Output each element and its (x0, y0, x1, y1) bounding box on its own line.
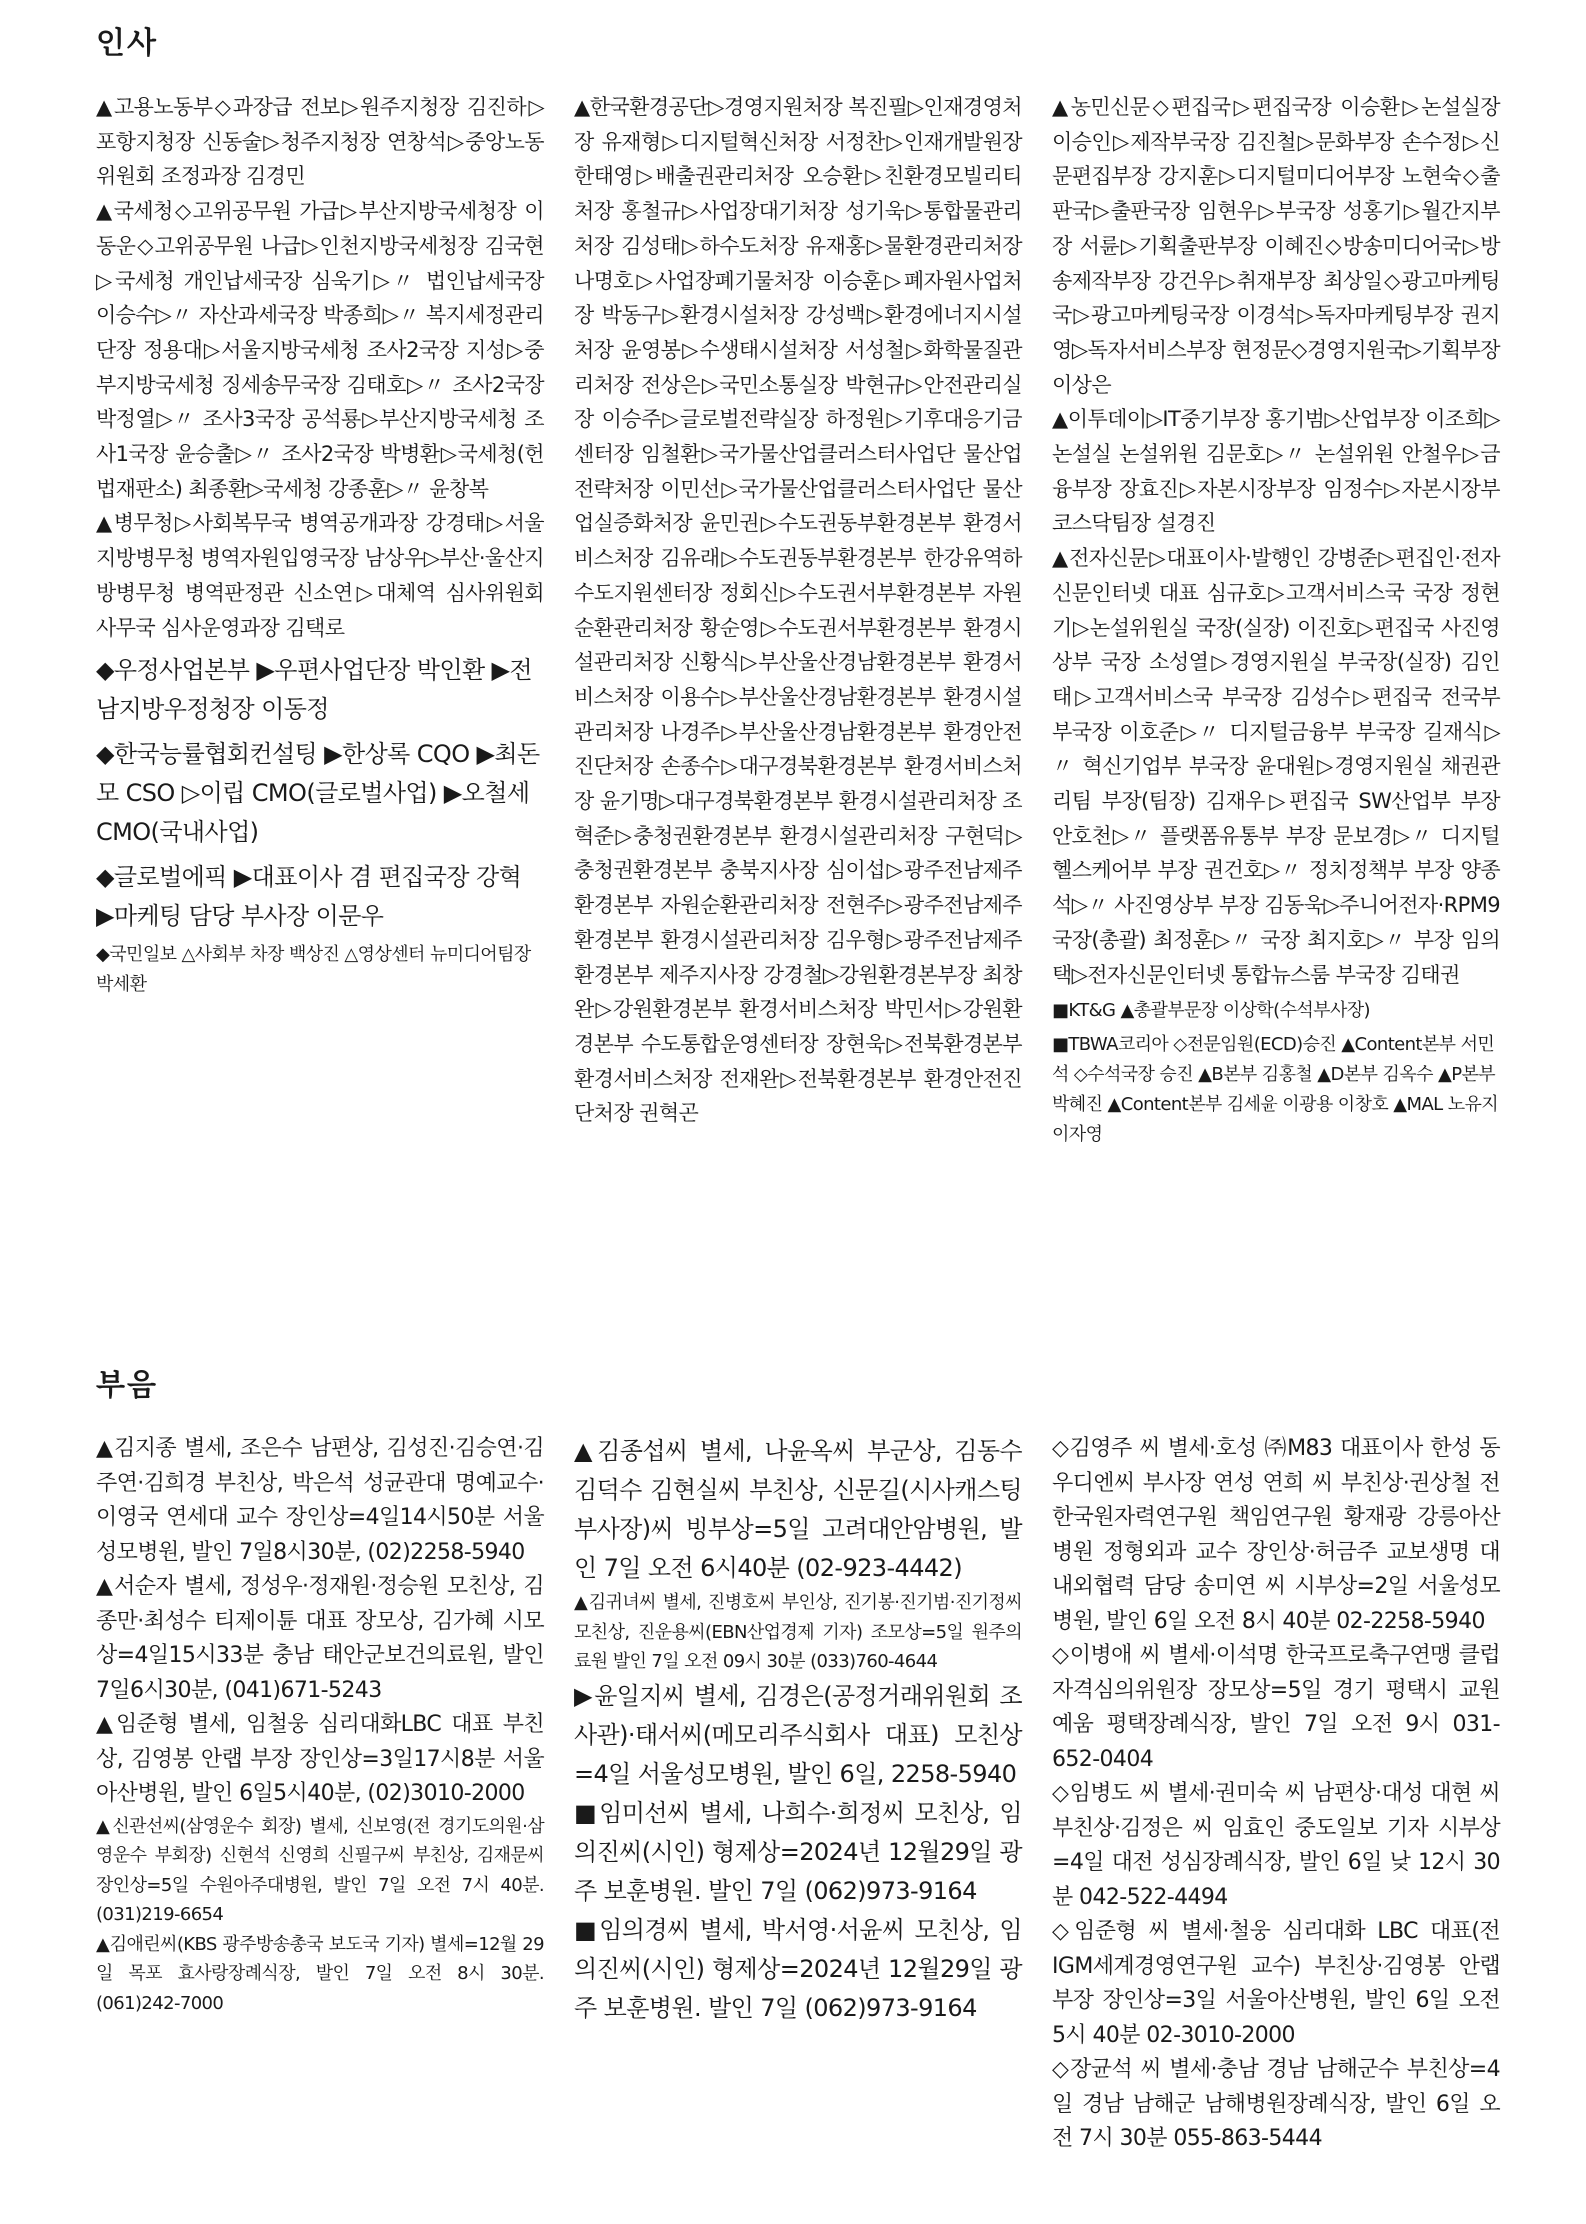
announcement-paragraph: ▲김애린씨(KBS 광주방송총국 보도국 기자) 별세=12월 29일 목포 효사랑장례식장, 발인 7일 오전 8시 30분. (061)242-7000 (96, 1933, 544, 2014)
announcement-paragraph: ▲고용노동부◇과장급 전보▷원주지청장 김진하▷포항지청장 신동술▷청주지청장 연창석▷중앙노동위원회 조정과장 김경민 (96, 95, 544, 189)
announcement-paragraph: ▲신관선씨(삼영운수 회장) 별세, 신보영(전 경기도의원·삼영운수 부회장) 신현석 신영희 신필구씨 부친상, 김재문씨 장인상=5일 수원아주대병원, 발인 7일 오전 7시 40분. (031)219-6654 (96, 1815, 544, 1925)
bueum-column-2 (574, 1432, 1022, 2157)
announcement-paragraph: ◆한국능률협회컨설팅 ▶한상록 CQO ▶최돈모 CSO ▷이립 CMO(글로벌사업) ▶오철세 CMO(국내사업) (96, 740, 540, 847)
announcement-paragraph: ■KT&G ▲총괄부문장 이상학(수석부사장) (1052, 1000, 1370, 1022)
announcement-paragraph: ▲서순자 별세, 정성우·정재원·정승원 모친상, 김종만·최성수 티제이튠 대표 장모상, 김가혜 시모상=4일15시33분 충남 태안군보건의료원, 발인 7일6시30분, (041)671-5243 (96, 1574, 544, 1703)
insa-section-title: 인사 (96, 26, 158, 61)
announcement-paragraph: ▶윤일지씨 별세, 김경은(공정거래위원회 조사관)·태서씨(메모리주식회사 대표) 모친상=4일 서울성모병원, 발인 6일, 2258-5940 (574, 1681, 1022, 1788)
announcement-paragraph: ▲김종섭씨 별세, 나윤옥씨 부군상, 김동수 김덕수 김현실씨 부친상, 신문길(시사캐스팅 부사장)씨 빙부상=5일 고려대안암병원, 발인 7일 오전 6시40분 (02-923-4442) (574, 1437, 1022, 1582)
announcement-paragraph: ▲한국환경공단▷경영지원처장 복진필▷인재경영처장 유재형▷디지털혁신처장 서정찬▷인재개발원장 한태영▷배출권관리처장 오승환▷친환경모빌리티처장 홍철규▷사업장대기처장 성기욱▷통합물관리처장 김성태▷하수도처장 유재홍▷물환경관리처장 나명호▷사업장폐기물처장 이승훈▷폐자원사업처장 박동구▷환경시설처장 강성백▷환경에너지시설처장 윤영봉▷수생태시설처장 서성철▷화학물질관리처장 전상은▷국민소통실장 박현규▷안전관리실장 이승주▷글로벌전략실장 하정원▷기후대응기금센터장 임철환▷국가물산업클러스터사업단 물산업전략처장 이민선▷국가물산업클러스터사업단 물산업실증화처장 윤민권▷수도권동부환경본부 환경서비스처장 김유래▷수도권동부환경본부 한강유역하수도지원센터장 정회신▷수도권서부환경본부 자원순환관리처장 황순영▷수도권서부환경본부 환경시설관리처장 신황식▷부산울산경남환경본부 환경서비스처장 이용수▷부산울산경남환경본부 환경시설관리처장 나경주▷부산울산경남환경본부 환경안전진단처장 손종수▷대구경북환경본부 환경서비스처장 윤기명▷대구경북환경본부 환경시설관리처장 조혁준▷충청권환경본부 환경시설관리처장 구현덕▷충청권환경본부 충북지사장 심이섭▷광주전남제주환경본부 자원순환관리처장 전현주▷광주전남제주환경본부 환경시설관리처장 김우형▷광주전남제주환경본부 제주지사장 강경철▷강원환경본부장 최창완▷강원환경본부 환경서비스처장 박민서▷강원환경본부 수도통합운영센터장 장현욱▷전북환경본부 환경서비스처장 전재완▷전북환경본부 환경안전진단처장 권혁곤 (574, 95, 1022, 1126)
announcement-paragraph: ■임미선씨 별세, 나희수·희정씨 모친상, 임의진씨(시인) 형제상=2024년 12월29일 광주 보훈병원. 발인 7일 (062)973-9164 (574, 1798, 1022, 1905)
insa-column-1 (96, 90, 544, 1150)
announcement-paragraph: ▲김귀녀씨 별세, 진병호씨 부인상, 진기봉·진기범·진기정씨 모친상, 진운용씨(EBN산업경제 기자) 조모상=5일 원주의료원 발인 7일 오전 09시 30분 (033)760-4644 (574, 1592, 1022, 1672)
announcement-paragraph: ▲이투데이▷IT중기부장 홍기범▷산업부장 이조희▷논설실 논설위원 김문호▷〃 논설위원 안철우▷금융부장 장효진▷자본시장부장 임정수▷자본시장부 코스닥팀장 설경진 (1052, 407, 1500, 536)
announcement-paragraph: ◇김영주 씨 별세·호성 ㈜M83 대표이사 한성 동우디엔씨 부사장 연성 연희 씨 부친상·권상철 전 한국원자력연구원 책임연구원 황재광 강릉아산병원 정형외과 교수 장인상·허금주 교보생명 대내외협력 담당 송미연 씨 시부상=2일 서울성모병원, 발인 6일 오전 8시 40분 02-2258-5940 (1052, 1436, 1500, 1634)
announcement-paragraph: ◆국민일보 △사회부 차장 백상진 △영상센터 뉴미디어팀장 박세환 (96, 944, 531, 996)
announcement-paragraph: ▲국세청◇고위공무원 가급▷부산지방국세청장 이동운◇고위공무원 나급▷인천지방국세청장 김국현▷국세청 개인납세국장 심욱기▷〃 법인납세국장 이승수▷〃 자산과세국장 박종희▷〃 복지세정관리단장 정용대▷서울지방국세청 조사2국장 지성▷중부지방국세청 징세송무국장 김태호▷〃 조사2국장 박정열▷〃 조사3국장 공석룡▷부산지방국세청 조사1국장 윤승출▷〃 조사2국장 박병환▷국세청(헌법재판소) 최종환▷국세청 강종훈▷〃 윤창복 (96, 199, 544, 501)
announcement-paragraph: ◆우정사업본부 ▶우편사업단장 박인환 ▶전남지방우정청장 이동정 (96, 656, 533, 724)
announcement-paragraph: ▲농민신문◇편집국▷편집국장 이승환▷논설실장 이승인▷제작부국장 김진철▷문화부장 손수정▷신문편집부장 강지훈▷디지털미디어부장 노현숙◇출판국▷출판국장 임현우▷부국장 성홍기▷월간지부장 서륜▷기획출판부장 이혜진◇방송미디어국▷방송제작부장 강건우▷취재부장 최상일◇광고마케팅국▷광고마케팅국장 이경석▷독자마케팅부장 권지영▷독자서비스부장 현정문◇경영지원국▷기획부장 이상은 (1052, 95, 1500, 397)
insa-section (96, 24, 1500, 1150)
insa-column-2 (574, 90, 1022, 1150)
announcement-paragraph: ◇임준형 씨 별세·철웅 심리대화 LBC 대표(전 IGM세계경영연구원 교수) 부친상·김영봉 안랩 부장 장인상=3일 서울아산병원, 발인 6일 오전 5시 40분 02-3010-2000 (1052, 1919, 1500, 2048)
announcement-paragraph: ■임의경씨 별세, 박서영·서윤씨 모친상, 임의진씨(시인) 형제상=2024년 12월29일 광주 보훈병원. 발인 7일 (062)973-9164 (574, 1915, 1022, 2022)
bueum-section (96, 1366, 1500, 2157)
bueum-section-title: 부음 (96, 1368, 158, 1403)
insa-column-3 (1052, 90, 1500, 1150)
announcement-paragraph: ▲김지종 별세, 조은수 남편상, 김성진·김승연·김주연·김희경 부친상, 박은석 성균관대 명예교수·이영국 연세대 교수 장인상=4일14시50분 서울성모병원, 발인 7일8시30분, (02)2258-5940 (96, 1436, 544, 1565)
announcement-paragraph: ◇임병도 씨 별세·권미숙 씨 남편상·대성 대현 씨 부친상·김정은 씨 임효인 중도일보 기자 시부상=4일 대전 성심장례식장, 발인 6일 낮 12시 30분 042-522-4494 (1052, 1781, 1500, 1910)
bueum-columns (96, 1432, 1500, 2157)
announcement-paragraph: ■TBWA코리아 ◇전문임원(ECD)승진 ▲Content본부 서민석 ◇수석국장 승진 ▲B본부 김홍철 ▲D본부 김옥수 ▲P본부 박혜진 ▲Content본부 김세윤 이광용 이창호 ▲MAL 노유지 이자영 (1052, 1034, 1499, 1146)
announcement-paragraph: ◇이병애 씨 별세·이석명 한국프로축구연맹 클럽자격심의위원장 장모상=5일 경기 평택시 교원예움 평택장례식장, 발인 7일 오전 9시 031-652-0404 (1052, 1643, 1500, 1772)
announcement-paragraph: ◆글로벌에픽 ▶대표이사 겸 편집국장 강혁 ▶마케팅 담당 부사장 이문우 (96, 863, 522, 931)
bueum-column-3 (1052, 1432, 1500, 2157)
announcement-paragraph: ◇장균석 씨 별세·충남 경남 남해군수 부친상=4일 경남 남해군 남해병원장례식장, 발인 6일 오전 7시 30분 055-863-5444 (1052, 2057, 1500, 2151)
insa-columns (96, 90, 1500, 1150)
announcement-paragraph: ▲병무청▷사회복무국 병역공개과장 강경태▷서울지방병무청 병역자원입영국장 남상우▷부산·울산지방병무청 병역판정관 신소연▷대체역 심사위원회 사무국 심사운영과장 김택로 (96, 511, 544, 640)
announcement-paragraph: ▲임준형 별세, 임철웅 심리대화LBC 대표 부친상, 김영봉 안랩 부장 장인상=3일17시8분 서울아산병원, 발인 6일5시40분, (02)3010-2000 (96, 1712, 544, 1806)
bueum-column-1 (96, 1432, 544, 2157)
announcement-paragraph: ▲전자신문▷대표이사·발행인 강병준▷편집인·전자신문인터넷 대표 심규호▷고객서비스국 국장 정현기▷논설위원실 국장(실장) 이진호▷편집국 사진영상부 국장 소성열▷경영지원실 부국장(실장) 김인태▷고객서비스국 부국장 김성수▷편집국 전국부 부국장 이호준▷〃 디지털금융부 부국장 길재식▷〃 혁신기업부 부국장 윤대원▷경영지원실 채권관리팀 부장(팀장) 김재우▷편집국 SW산업부 부장 안호천▷〃 플랫폼유통부 부장 문보경▷〃 디지털헬스케어부 부장 권건호▷〃 정치정책부 부장 양종석▷〃 사진영상부 부장 김동욱▷주니어전자·RPM9 국장(총괄) 최정훈▷〃 국장 최지호▷〃 부장 임의택▷전자신문인터넷 통합뉴스룸 부국장 김태권 (1052, 546, 1500, 987)
